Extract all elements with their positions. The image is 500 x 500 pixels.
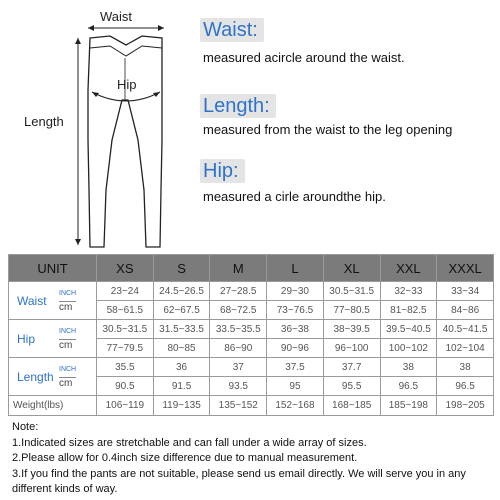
unit-cm-label: cm bbox=[59, 377, 73, 389]
table-cell: 31.5~33.5 bbox=[153, 320, 210, 339]
unit-pair bbox=[59, 288, 76, 314]
table-cell: 106~119 bbox=[97, 396, 154, 416]
table-cell: 185~198 bbox=[380, 396, 437, 416]
weight-row bbox=[9, 396, 494, 416]
waistband-line bbox=[90, 46, 162, 56]
table-cell: 35.5 bbox=[97, 358, 154, 377]
weight-row-label: Weight(lbs) bbox=[9, 396, 97, 416]
table-cell: 36 bbox=[153, 358, 210, 377]
size-header-l: L bbox=[267, 255, 324, 282]
table-cell: 32~33 bbox=[380, 282, 437, 301]
table-cell: 93.5 bbox=[210, 377, 267, 396]
table-cell: 135~152 bbox=[210, 396, 267, 416]
hip-dimension-label: Hip bbox=[117, 77, 137, 92]
table-cell: 77~79.5 bbox=[97, 339, 154, 358]
waist-row-header bbox=[9, 282, 97, 320]
length-description: measured from the waist to the leg opening bbox=[203, 122, 453, 137]
table-cell: 36~38 bbox=[267, 320, 324, 339]
size-header-xl: XL bbox=[323, 255, 380, 282]
hip-description: measured a cirle aroundthe hip. bbox=[203, 189, 386, 204]
notes-section bbox=[12, 420, 496, 498]
size-header-xxl: XXL bbox=[380, 255, 437, 282]
unit-header: UNIT bbox=[9, 255, 97, 282]
unit-inch-label: INCH bbox=[59, 326, 76, 340]
table-cell: 62~67.5 bbox=[153, 301, 210, 320]
table-cell: 90.5 bbox=[97, 377, 154, 396]
table-cell: 33~34 bbox=[437, 282, 494, 301]
table-cell: 152~168 bbox=[267, 396, 324, 416]
size-header-xs: XS bbox=[97, 255, 154, 282]
table-cell: 102~104 bbox=[437, 339, 494, 358]
table-cell: 86~90 bbox=[210, 339, 267, 358]
table-cell: 29~30 bbox=[267, 282, 324, 301]
table-cell: 95.5 bbox=[323, 377, 380, 396]
table-cell: 33.5~35.5 bbox=[210, 320, 267, 339]
note-item: 1.Indicated sizes are stretchable and can fall under a wide array of sizes. bbox=[12, 436, 367, 449]
table-cell: 38~39.5 bbox=[323, 320, 380, 339]
table-cell: 91.5 bbox=[153, 377, 210, 396]
hip-heading: Hip: bbox=[200, 159, 245, 183]
table-cell: 119~135 bbox=[153, 396, 210, 416]
size-chart-table bbox=[8, 254, 494, 416]
table-cell: 96.5 bbox=[380, 377, 437, 396]
waist-description: measured acircle around the waist. bbox=[203, 50, 405, 65]
note-item: 3.If you find the pants are not suitable, please send us email directly. We will serve you in any different kinds of way. bbox=[12, 467, 466, 495]
table-cell: 37.7 bbox=[323, 358, 380, 377]
notes-title: Note: bbox=[12, 421, 39, 433]
unit-cm-label: cm bbox=[59, 301, 73, 313]
waist-arrowhead-left bbox=[88, 25, 94, 31]
waist-heading: Waist: bbox=[200, 18, 264, 42]
waist-row-label: Waist bbox=[17, 293, 47, 308]
table-cell: 96.5 bbox=[437, 377, 494, 396]
length-row-label: Length bbox=[17, 369, 54, 384]
table-cell: 90~96 bbox=[267, 339, 324, 358]
size-header-m: M bbox=[210, 255, 267, 282]
table-cell: 198~205 bbox=[437, 396, 494, 416]
table-cell: 23~24 bbox=[97, 282, 154, 301]
table-cell: 95 bbox=[267, 377, 324, 396]
table-cell: 27~28.5 bbox=[210, 282, 267, 301]
unit-inch-label: INCH bbox=[59, 364, 76, 378]
table-cell: 96~100 bbox=[323, 339, 380, 358]
length-arrowhead-bottom bbox=[75, 239, 81, 245]
table-cell: 81~82.5 bbox=[380, 301, 437, 320]
table-cell: 73~76.5 bbox=[267, 301, 324, 320]
size-header-xxxl: XXXL bbox=[437, 255, 494, 282]
waist-inch-row bbox=[9, 282, 494, 301]
unit-pair bbox=[59, 326, 76, 352]
table-cell: 40.5~41.5 bbox=[437, 320, 494, 339]
table-cell: 30.5~31.5 bbox=[97, 320, 154, 339]
table-cell: 80~85 bbox=[153, 339, 210, 358]
hip-row-label: Hip bbox=[17, 331, 36, 346]
waist-arrowhead-right bbox=[158, 25, 164, 31]
hip-inch-row bbox=[9, 320, 494, 339]
table-cell: 58~61.5 bbox=[97, 301, 154, 320]
table-cell: 39.5~40.5 bbox=[380, 320, 437, 339]
hip-row-header bbox=[9, 320, 97, 358]
table-cell: 100~102 bbox=[380, 339, 437, 358]
table-cell: 38 bbox=[380, 358, 437, 377]
table-cell: 37.5 bbox=[267, 358, 324, 377]
table-cell: 24.5~26.5 bbox=[153, 282, 210, 301]
table-cell: 30.5~31.5 bbox=[323, 282, 380, 301]
unit-inch-label: INCH bbox=[59, 288, 76, 302]
waist-dimension-label: Waist bbox=[100, 9, 133, 24]
length-dimension-label: Length bbox=[24, 114, 64, 129]
note-item: 2.Please allow for 0.4inch size difference due to manual measurement. bbox=[12, 452, 358, 464]
table-header-row bbox=[9, 255, 494, 282]
unit-pair bbox=[59, 364, 76, 390]
length-row-header bbox=[9, 358, 97, 396]
table-cell: 168~185 bbox=[323, 396, 380, 416]
length-arrowhead-top bbox=[75, 38, 81, 44]
table-cell: 84~86 bbox=[437, 301, 494, 320]
table-cell: 37 bbox=[210, 358, 267, 377]
length-heading: Length: bbox=[200, 94, 276, 118]
table-cell: 38 bbox=[437, 358, 494, 377]
unit-cm-label: cm bbox=[59, 339, 73, 351]
size-header-s: S bbox=[153, 255, 210, 282]
table-cell: 68~72.5 bbox=[210, 301, 267, 320]
table-cell: 77~80.5 bbox=[323, 301, 380, 320]
length-inch-row bbox=[9, 358, 494, 377]
